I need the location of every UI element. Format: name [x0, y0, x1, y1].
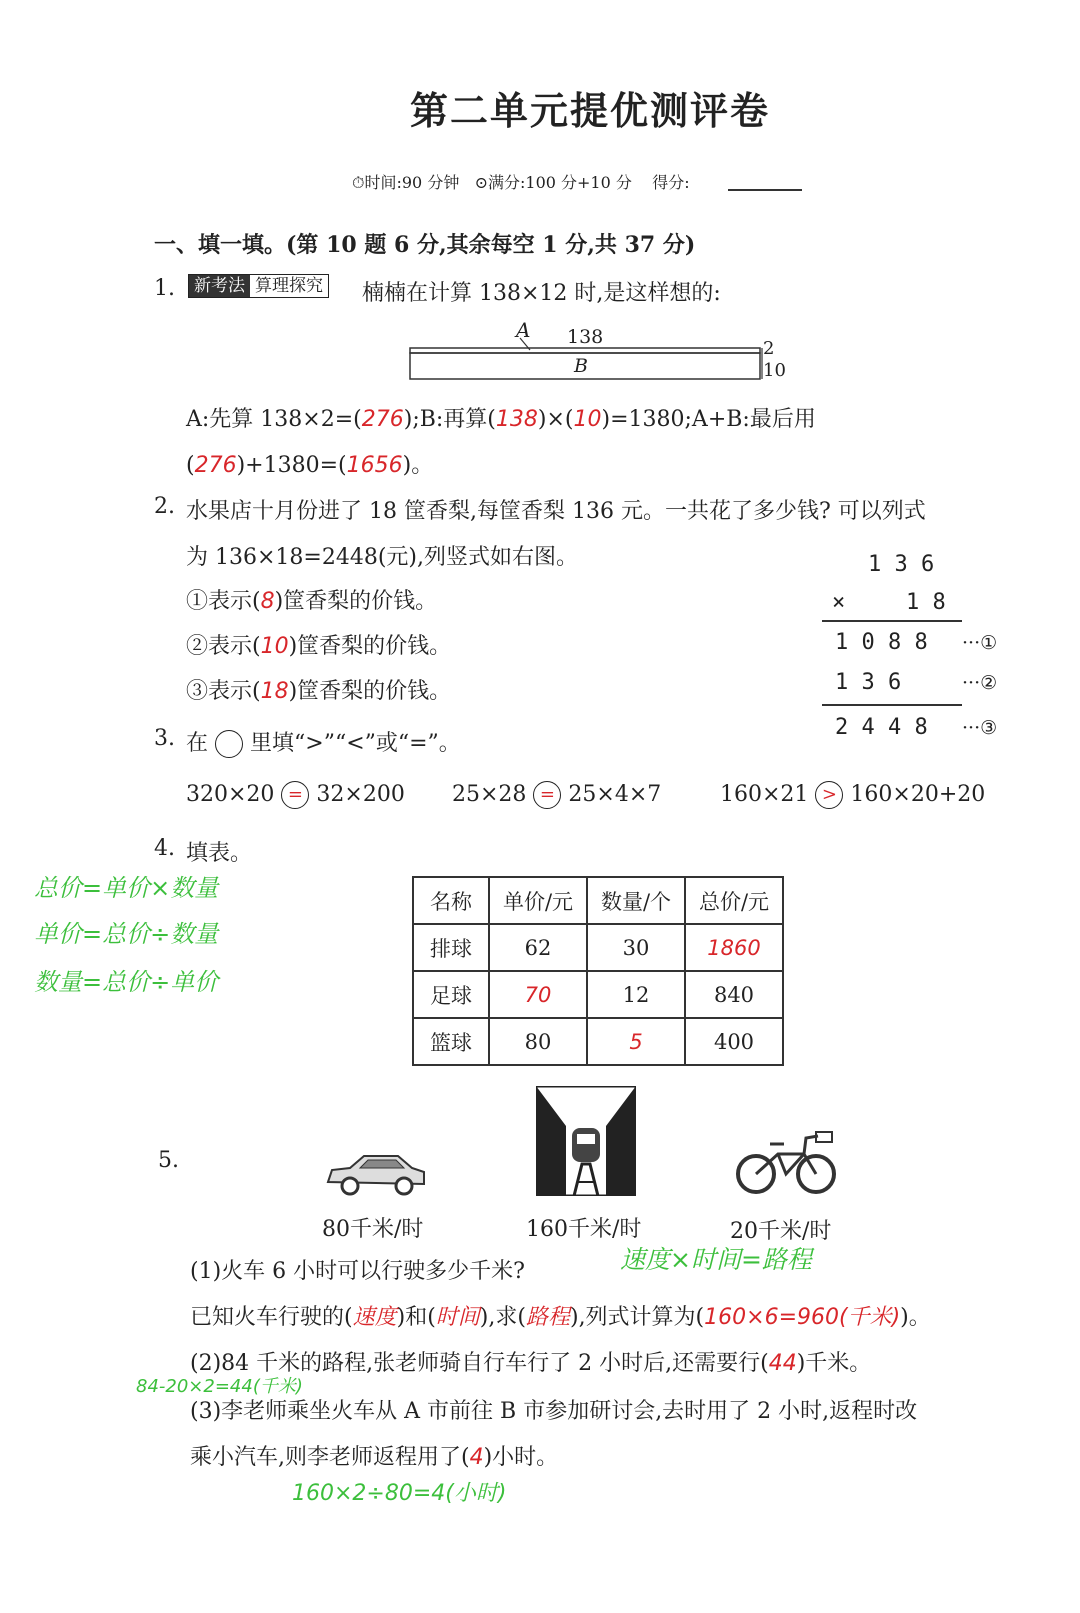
speed-label: 20千米/时 [730, 1219, 832, 1244]
badge-new: 新考法 [189, 275, 250, 297]
table-row [413, 924, 783, 971]
table-header: 数量/个 [587, 877, 685, 924]
table-cell: 80 [489, 1018, 587, 1065]
speed-label: 160千米/时 [526, 1217, 642, 1242]
vm-row1: 1 3 6 [868, 552, 935, 577]
compare-circle[interactable]: = [281, 781, 309, 809]
diagram-label-138: 138 [567, 326, 604, 348]
table-cell: 62 [489, 924, 587, 971]
bicycle-icon [734, 1128, 838, 1198]
car-icon [320, 1148, 430, 1198]
vm-row5: 2 4 4 8 [835, 715, 928, 740]
table-cell: 足球 [413, 971, 489, 1018]
q3-compare-1: 320×20 = 32×200 [186, 782, 405, 807]
q2-text1: 水果店十月份进了 18 筐香梨,每筐香梨 136 元。一共花了多少钱? 可以列式 [186, 499, 926, 524]
answer-blank[interactable]: 速度 [352, 1305, 397, 1330]
q2-item-1: ①表示(8)筐香梨的价钱。 [186, 589, 438, 614]
diagram-label-2: 2 [763, 338, 775, 359]
handwritten-note: 84-20×2=44(千米) [136, 1376, 303, 1397]
q5-part1: (1)火车 6 小时可以行驶多少千米? [190, 1259, 525, 1284]
table-cell: 排球 [413, 924, 489, 971]
q2-text2: 为 136×18=2448(元),列竖式如右图。 [186, 545, 578, 570]
answer-blank[interactable]: 路程 [525, 1305, 570, 1330]
answer-blank[interactable]: 276 [194, 453, 237, 478]
answer-blank[interactable]: 10 [260, 634, 289, 659]
q1-number: 1. [154, 276, 175, 301]
table-row [413, 1018, 783, 1065]
q3-number: 3. [154, 726, 175, 751]
answer-blank[interactable]: 4 [469, 1445, 484, 1470]
answer-blank[interactable]: 160×6=960(千米) [704, 1305, 901, 1330]
table-header-row [413, 877, 783, 924]
q5-number: 5. [158, 1148, 179, 1173]
answer-cell[interactable]: 1860 [685, 924, 783, 971]
diagram-label-10: 10 [763, 360, 786, 381]
handwritten-note: 速度×时间=路程 [620, 1245, 812, 1274]
q5-part3-line1: (3)李老师乘坐火车从 A 市前往 B 市参加研讨会,去时用了 2 小时,返程时改 [190, 1399, 918, 1424]
time-limit: 时间:90 分钟 [364, 173, 460, 192]
handwritten-note: 单价=总价÷数量 [34, 920, 219, 948]
q4-text: 填表。 [186, 841, 253, 866]
q2-number: 2. [154, 494, 175, 519]
table-header: 名称 [413, 877, 489, 924]
answer-blank[interactable]: 138 [495, 407, 538, 432]
q2-item-2: ②表示(10)筐香梨的价钱。 [186, 634, 452, 659]
clock-icon: ⏱ [352, 173, 365, 192]
price-table [412, 876, 784, 1066]
score-label: 得分: [652, 173, 690, 192]
table-header: 单价/元 [489, 877, 587, 924]
answer-cell[interactable]: 5 [587, 1018, 685, 1065]
compare-circle[interactable]: = [533, 781, 561, 809]
vm-row3: 1 0 8 8 [835, 630, 928, 655]
q1-badge [188, 274, 329, 298]
diagram-label-b: B [574, 355, 588, 377]
q5-part2: (2)84 千米的路程,张老师骑自行车行了 2 小时后,还需要行(44)千米。 [190, 1351, 872, 1376]
diagram-label-a: A [516, 318, 531, 342]
circle-icon [215, 730, 243, 758]
answer-blank[interactable]: 时间 [435, 1305, 480, 1330]
check-icon: ⊙ [474, 173, 488, 192]
q1-line1: A:先算 138×2=(276);B:再算(138)×(10)=1380;A+B:最后用 [186, 407, 816, 432]
q1-text: 楠楠在计算 138×12 时,是这样想的: [362, 281, 721, 306]
q5-part3-line2: 乘小汽车,则李老师返程用了(4)小时。 [190, 1445, 559, 1470]
q4-number: 4. [154, 836, 175, 861]
handwritten-note: 总价=单价×数量 [34, 874, 219, 902]
answer-blank[interactable]: 8 [260, 589, 275, 614]
answer-blank[interactable]: 44 [768, 1351, 797, 1376]
vm-divider [822, 704, 962, 706]
answer-cell[interactable]: 70 [489, 971, 587, 1018]
handwritten-note: 160×2÷80=4(小时) [292, 1481, 507, 1506]
q3-text: 在 里填“>”“<”或“=”。 [186, 731, 461, 756]
train-icon [536, 1086, 636, 1196]
vm-divider [822, 620, 962, 622]
full-score: 满分:100 分+10 分 [488, 173, 632, 192]
table-cell: 840 [685, 971, 783, 1018]
vm-tag3: ···③ [962, 717, 998, 739]
page-title: 第二单元提优测评卷 [410, 88, 771, 133]
answer-blank[interactable]: 276 [361, 407, 404, 432]
answer-blank[interactable]: 1656 [346, 453, 403, 478]
score-blank[interactable] [728, 189, 802, 191]
table-cell: 12 [587, 971, 685, 1018]
q2-item-3: ③表示(18)筐香梨的价钱。 [186, 679, 452, 704]
speed-label: 80千米/时 [322, 1217, 424, 1242]
vm-tag2: ···② [962, 672, 998, 694]
q3-compare-2: 25×28 = 25×4×7 [452, 782, 662, 807]
answer-blank[interactable]: 10 [573, 407, 602, 432]
vm-row2: 1 8 [906, 590, 946, 615]
q5-part1-line: 已知火车行驶的(速度)和(时间),求(路程),列式计算为(160×6=960(千米))。 [190, 1305, 931, 1330]
vm-times-sign: × [832, 590, 846, 615]
answer-blank[interactable]: 18 [260, 679, 289, 704]
table-cell: 30 [587, 924, 685, 971]
q1-line2: (276)+1380=(1656)。 [186, 453, 434, 478]
q3-compare-3: 160×21 > 160×20+20 [720, 782, 986, 807]
compare-circle[interactable]: > [815, 781, 843, 809]
section-heading: 一、填一填。(第 10 题 6 分,其余每空 1 分,共 37 分) [154, 232, 696, 258]
handwritten-note: 数量=总价÷单价 [34, 968, 219, 996]
table-header: 总价/元 [685, 877, 783, 924]
vm-tag1: ···① [962, 632, 998, 654]
table-cell: 400 [685, 1018, 783, 1065]
vm-row4: 1 3 6 [835, 670, 902, 695]
table-row [413, 971, 783, 1018]
exam-meta [352, 170, 690, 193]
badge-topic: 算理探究 [255, 276, 323, 296]
table-cell: 篮球 [413, 1018, 489, 1065]
